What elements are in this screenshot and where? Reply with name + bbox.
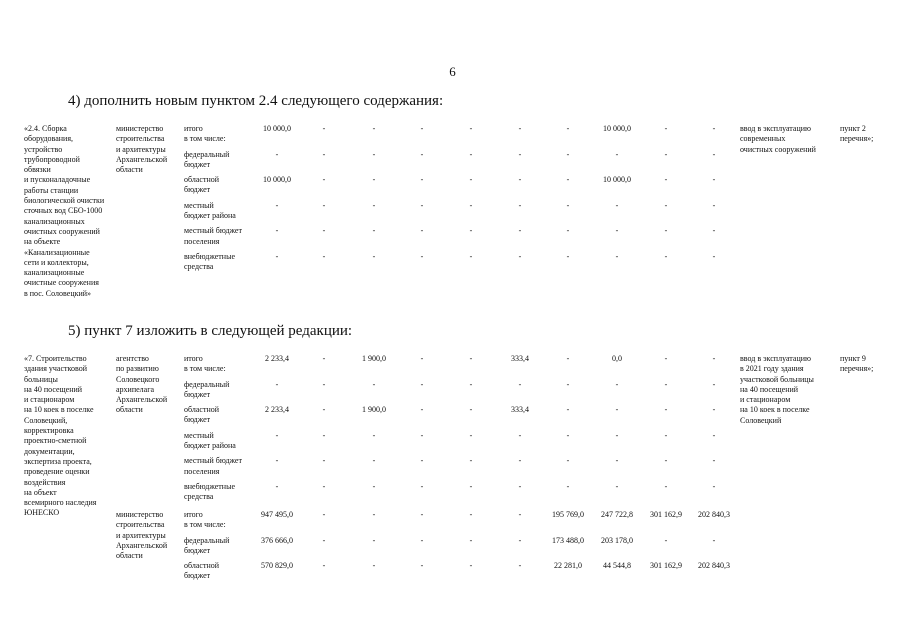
amount-cell: - [420,149,424,159]
measure-name [24,354,97,519]
expected-result-line: очистных сооружений [740,144,816,154]
funding-source [184,405,219,426]
amount-cell: - [469,379,473,389]
amount-cell: - [420,430,424,440]
amount-cell: 173 488,0 [552,535,584,545]
funding-source-line: областной [184,175,220,185]
funding-source-line: в том числе: [184,364,226,374]
amount-cell: - [322,226,326,236]
funding-source-line: местный бюджет [184,456,242,466]
funding-source [184,431,236,452]
amount-cell: - [469,354,473,363]
amount-cell: - [664,379,668,389]
amount-cell: 1 900,0 [362,354,386,363]
measure-name-line: на 10 коек в поселке [24,405,94,415]
list-reference-line: перечня»; [840,364,874,374]
amount-cell: - [469,456,473,466]
amount-cell: - [664,149,668,159]
funding-source [184,561,219,582]
amount-cell: - [518,175,522,185]
amount-cell: - [372,149,376,159]
amount-cell: - [566,405,570,415]
amount-cell: - [372,379,376,389]
measure-name-line: экспертиза проекта, [24,456,92,466]
amount-cell: - [664,482,668,491]
amount-cell: - [712,405,716,415]
amount-cell: 2 233,4 [265,354,289,363]
list-reference [840,124,873,145]
amount-cell: - [615,430,619,440]
amount-cell: - [322,430,326,440]
amount-cell: - [322,200,326,210]
funding-source [184,456,242,477]
amount-cell: 10 000,0 [603,124,631,133]
amount-cell: - [566,430,570,440]
measure-name-line: проектно-сметной [24,436,87,446]
measure-name-line: «Канализационные [24,247,90,257]
amount-cell: - [664,405,668,415]
section-4-heading: 4) дополнить новым пунктом 2.4 следующего содержания: [68,93,444,109]
expected-result-line: ввод в эксплуатацию [740,124,811,133]
measure-name-line: на объект [24,487,57,497]
amount-cell: - [664,535,668,545]
funding-source-line: в том числе: [184,134,226,144]
amount-cell: - [615,379,619,389]
amount-cell: - [518,535,522,545]
amount-cell: - [275,482,279,491]
funding-source [184,201,236,222]
amount-cell: - [615,482,619,491]
amount-cell: 203 178,0 [601,535,633,545]
funding-source-line: бюджет района [184,441,236,451]
amount-cell: - [664,175,668,185]
amount-cell: 10 000,0 [263,175,291,185]
amount-cell: - [566,354,570,363]
measure-name-line: воздействия [24,477,66,487]
funding-source-line: бюджет [184,159,211,169]
funding-source-line: местный [184,430,214,440]
expected-result [740,354,814,426]
amount-cell: 301 162,9 [650,561,682,571]
amount-cell: - [420,252,424,261]
measure-name-line: сточных вод СБО-1000 [24,206,103,216]
amount-cell: - [420,456,424,466]
amount-cell: - [518,379,522,389]
amount-cell: - [518,226,522,236]
funding-source-line: местный [184,200,214,210]
amount-cell: 1 900,0 [362,405,386,415]
funding-source-line: итого [184,510,203,519]
amount-cell: - [469,252,473,261]
amount-cell: - [420,226,424,236]
measure-name-line: всемирного наследия [24,498,97,508]
executor-line: и архитектуры [116,144,166,154]
amount-cell: - [372,200,376,210]
amount-cell: - [712,354,716,363]
amount-cell: - [469,482,473,491]
funding-source-line: внебюджетные [184,482,235,491]
amount-cell: - [712,252,716,261]
funding-source-line: бюджет [184,545,211,555]
executor-line: Архангельской [116,395,168,405]
amount-cell: - [322,510,326,519]
amount-cell: 333,4 [511,354,529,363]
funding-source-line: бюджет [184,415,211,425]
amount-cell: - [469,124,473,133]
amount-cell: - [322,149,326,159]
measure-name-line: ЮНЕСКО [24,508,60,518]
amount-cell: - [275,430,279,440]
amount-cell: - [420,535,424,545]
amount-cell: - [469,430,473,440]
amount-cell: - [566,124,570,133]
executor-line: Архангельской [116,154,168,164]
amount-cell: - [372,175,376,185]
measure-name-line: проведение оценки [24,467,90,477]
measure-name-line: на 40 посещений [24,384,83,394]
amount-cell: 2 233,4 [265,405,289,415]
executor-line: области [116,551,143,561]
measure-name-line: больницы [24,374,58,384]
amount-cell: - [372,482,376,491]
amount-cell: - [275,149,279,159]
amount-cell: 570 829,0 [261,561,293,571]
amount-cell: - [664,252,668,261]
amount-cell: - [420,124,424,133]
funding-source-line: поселения [184,236,220,246]
amount-cell: 195 769,0 [552,510,584,519]
funding-source [184,252,235,273]
amount-cell: - [712,226,716,236]
funding-source [184,482,235,503]
funding-source-line: областной [184,405,220,415]
funding-source-line: поселения [184,466,220,476]
measure-name-line: здания участковой [24,364,87,374]
expected-result-line: участковой больницы [740,374,814,384]
funding-source-line: средства [184,262,214,272]
page-number: 6 [449,64,456,79]
amount-cell: 10 000,0 [263,124,291,133]
measure-name-line: и пусконаладочные [24,175,91,185]
funding-source [184,175,219,196]
amount-cell: - [275,252,279,261]
amount-cell: 22 281,0 [554,561,582,571]
amount-cell: - [712,430,716,440]
amount-cell: - [322,456,326,466]
amount-cell: - [518,200,522,210]
amount-cell: - [712,379,716,389]
list-reference-line: пункт 2 [840,124,866,133]
measure-name-line: и стационаром [24,395,75,405]
funding-source [184,354,226,375]
amount-cell: - [469,405,473,415]
expected-result-line: Соловецкий [740,415,782,425]
funding-source-line: в том числе: [184,520,226,530]
amount-cell: 0,0 [612,354,622,363]
amount-cell: - [322,561,326,571]
amount-cell: 44 544,8 [603,561,631,571]
funding-source-line: внебюджетные [184,252,235,261]
amount-cell: - [275,456,279,466]
amount-cell: - [664,354,668,363]
amount-cell: - [420,482,424,491]
amount-cell: - [712,200,716,210]
amount-cell: - [420,354,424,363]
amount-cell: - [322,252,326,261]
measure-name-line: документации, [24,446,75,456]
amount-cell: - [420,405,424,415]
executor [116,124,167,175]
amount-cell: - [518,430,522,440]
amount-cell: - [615,405,619,415]
funding-source [184,380,229,401]
amount-cell: - [615,252,619,261]
funding-source-line: бюджет [184,571,211,581]
executor-line: области [116,405,143,415]
amount-cell: - [566,200,570,210]
funding-source-line: бюджет [184,389,211,399]
measure-name-line: «2.4. Сборка [24,124,67,133]
measure-name-line: очистные сооружения [24,278,99,288]
executor [116,354,167,416]
amount-cell: - [664,456,668,466]
funding-source-line: итого [184,354,203,363]
executor-line: строительства [116,520,165,530]
expected-result-line: ввод в эксплуатацию [740,354,811,363]
amount-cell: - [275,200,279,210]
amount-cell: - [712,124,716,133]
amount-cell: - [566,456,570,466]
amount-cell: - [420,561,424,571]
amount-cell: - [372,456,376,466]
funding-source [184,226,242,247]
expected-result-line: на 10 коек в поселке [740,405,810,415]
amount-cell: - [566,226,570,236]
amount-cell: 301 162,9 [650,510,682,519]
expected-result-line: современных [740,134,786,144]
amount-cell: - [712,482,716,491]
amount-cell: - [566,175,570,185]
amount-cell: - [518,510,522,519]
executor-line: Архангельской [116,540,168,550]
amount-cell: - [469,149,473,159]
executor-line: области [116,165,143,175]
amount-cell: 10 000,0 [603,175,631,185]
funding-source-line: федеральный [184,535,230,545]
amount-cell: - [712,535,716,545]
amount-cell: - [372,226,376,236]
amount-cell: - [420,510,424,519]
executor-line: министерство [116,124,164,133]
funding-source-line: бюджет [184,185,211,195]
amount-cell: - [469,561,473,571]
amount-cell: - [615,226,619,236]
measure-name-line: в пос. Соловецкий» [24,288,92,298]
amount-cell: - [372,510,376,519]
executor-line: по развитию [116,364,159,374]
expected-result [740,124,816,155]
amount-cell: - [275,226,279,236]
measure-name-line: канализационных [24,216,85,226]
funding-source [184,510,226,531]
funding-source [184,124,226,145]
expected-result-line: на 40 посещений [740,384,799,394]
amount-cell: - [372,430,376,440]
measure-name-line: трубопроводной [24,154,80,164]
amount-cell: - [518,482,522,491]
amount-cell: 376 666,0 [261,535,293,545]
measure-name [24,124,104,299]
amount-cell: - [712,456,716,466]
amount-cell: - [566,149,570,159]
amount-cell: - [615,456,619,466]
list-reference [840,354,873,375]
amount-cell: - [469,510,473,519]
amount-cell: - [372,535,376,545]
amount-cell: 202 840,3 [698,510,730,519]
funding-source-line: областной [184,561,220,571]
amount-cell: - [712,149,716,159]
executor-line: Соловецкого [116,374,160,384]
funding-source-line: средства [184,492,214,502]
amount-cell: - [664,430,668,440]
measure-name-line: корректировка [24,426,74,436]
amount-cell: - [372,561,376,571]
section-5-heading: 5) пункт 7 изложить в следующей редакции: [68,323,353,339]
amount-cell: 947 495,0 [261,510,293,519]
amount-cell: - [469,200,473,210]
amount-cell: 202 840,3 [698,561,730,571]
funding-source-line: федеральный [184,149,230,159]
amount-cell: - [615,149,619,159]
amount-cell: - [322,405,326,415]
amount-cell: - [566,252,570,261]
amount-cell: - [469,535,473,545]
measure-name-line: «7. Строительство [24,354,87,363]
list-reference-line: пункт 9 [840,354,866,363]
amount-cell: - [322,535,326,545]
measure-name-line: канализационные [24,268,85,278]
expected-result-line: и стационаром [740,395,791,405]
amount-cell: - [518,456,522,466]
amount-cell: - [518,124,522,133]
measure-name-line: оборудования, [24,134,73,144]
list-reference-line: перечня»; [840,134,874,144]
amount-cell: - [566,379,570,389]
amount-cell: - [372,252,376,261]
measure-name-line: обвязки [24,165,51,175]
amount-cell: - [518,561,522,571]
executor [116,510,167,561]
measure-name-line: биологической очистки [24,196,105,206]
amount-cell: - [712,175,716,185]
measure-name-line: устройство [24,144,63,154]
amount-cell: - [518,149,522,159]
amount-cell: - [322,124,326,133]
executor-line: архипелага [116,384,155,394]
amount-cell: 333,4 [511,405,529,415]
amount-cell: - [322,482,326,491]
amount-cell: - [664,226,668,236]
funding-source-line: итого [184,124,203,133]
amount-cell: - [615,200,619,210]
executor-line: и архитектуры [116,530,166,540]
funding-source-line: федеральный [184,379,230,389]
measure-name-line: очистных сооружений [24,226,100,236]
amount-cell: - [420,379,424,389]
executor-line: агентство [116,354,149,363]
measure-name-line: работы станции [24,185,79,195]
amount-cell: - [322,379,326,389]
amount-cell: - [469,175,473,185]
funding-source [184,150,229,171]
amount-cell: - [518,252,522,261]
measure-name-line: сети и коллекторы, [24,257,89,267]
amount-cell: - [664,200,668,210]
amount-cell: 247 722,8 [601,510,633,519]
amount-cell: - [420,200,424,210]
amount-cell: - [275,379,279,389]
amount-cell: - [469,226,473,236]
measure-name-line: Соловецкий, [24,415,68,425]
amount-cell: - [322,354,326,363]
amount-cell: - [664,124,668,133]
funding-source-line: бюджет района [184,211,236,221]
expected-result-line: в 2021 году здания [740,364,804,374]
funding-source [184,536,229,557]
amount-cell: - [322,175,326,185]
amount-cell: - [420,175,424,185]
amount-cell: - [372,124,376,133]
measure-name-line: на объекте [24,237,61,247]
funding-source-line: местный бюджет [184,226,242,236]
amount-cell: - [566,482,570,491]
executor-line: министерство [116,510,164,519]
executor-line: строительства [116,134,165,144]
